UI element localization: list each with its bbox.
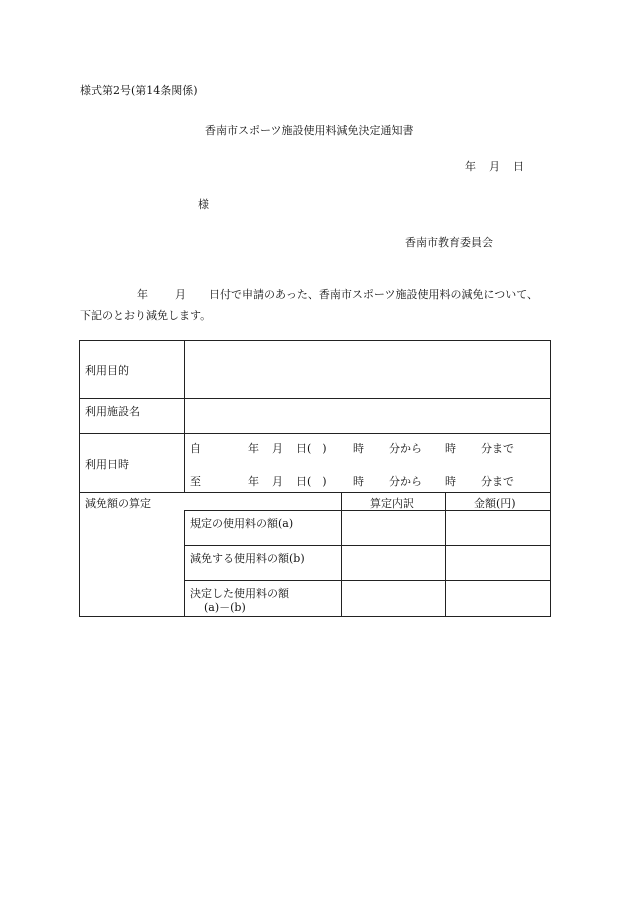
date-day: 日 [513,160,524,173]
datetime-from-hour2: 時 [445,442,456,455]
row-regular-fee: 規定の使用料の額(a) [190,517,294,530]
table-border-right [550,340,551,617]
col-amount: 金額(円) [474,497,516,510]
table-border-left [79,340,80,617]
table-rule [184,340,185,493]
table-rule [341,492,342,617]
recipient-suffix: 様 [198,198,209,211]
body-line2: 下記のとおり減免します。 [80,309,212,322]
body-line1: 日付で申請のあった、香南市スポーツ施設使用料の減免について、 [209,288,539,301]
table-rule [445,492,446,617]
form-number: 様式第2号(第14条関係) [80,84,198,97]
calc-label: 減免額の算定 [85,497,151,510]
table-rule [184,545,551,546]
datetime-label: 利用日時 [85,458,129,471]
table-rule [184,580,551,581]
datetime-to-hour2: 時 [445,475,456,488]
table-rule [79,433,551,434]
row-decided-fee: 決定した使用料の額 [190,587,289,600]
datetime-from-minute-to: 分まで [481,442,514,455]
datetime-to-minute-to: 分まで [481,475,514,488]
datetime-from-day: 日( ) [296,442,327,455]
datetime-to-year: 年 [248,475,259,488]
datetime-from-month: 月 [272,442,283,455]
purpose-label: 利用目的 [85,364,129,377]
datetime-to-hour: 時 [353,475,364,488]
datetime-to-prefix: 至 [190,475,201,488]
body-year: 年 [137,288,148,301]
datetime-from-prefix: 自 [190,442,201,455]
table-rule [79,398,551,399]
datetime-from-year: 年 [248,442,259,455]
facility-label: 利用施設名 [85,405,140,418]
datetime-to-month: 月 [272,475,283,488]
table-border-bottom [79,616,551,617]
table-rule [184,510,185,617]
col-breakdown: 算定内訳 [370,497,414,510]
document-title: 香南市スポーツ施設使用料減免決定通知書 [205,124,414,137]
table-rule [79,492,551,493]
row-reduction: 減免する使用料の額(b) [190,552,305,565]
datetime-to-minute: 分から [389,475,422,488]
table-border-top [79,340,551,341]
datetime-to-day: 日( ) [296,475,327,488]
datetime-from-minute: 分から [389,442,422,455]
row-decided-formula: (a)－(b) [204,601,246,614]
issuer-name: 香南市教育委員会 [405,236,493,249]
date-month: 月 [489,160,500,173]
datetime-from-hour: 時 [353,442,364,455]
body-month: 月 [175,288,186,301]
date-year: 年 [465,160,476,173]
